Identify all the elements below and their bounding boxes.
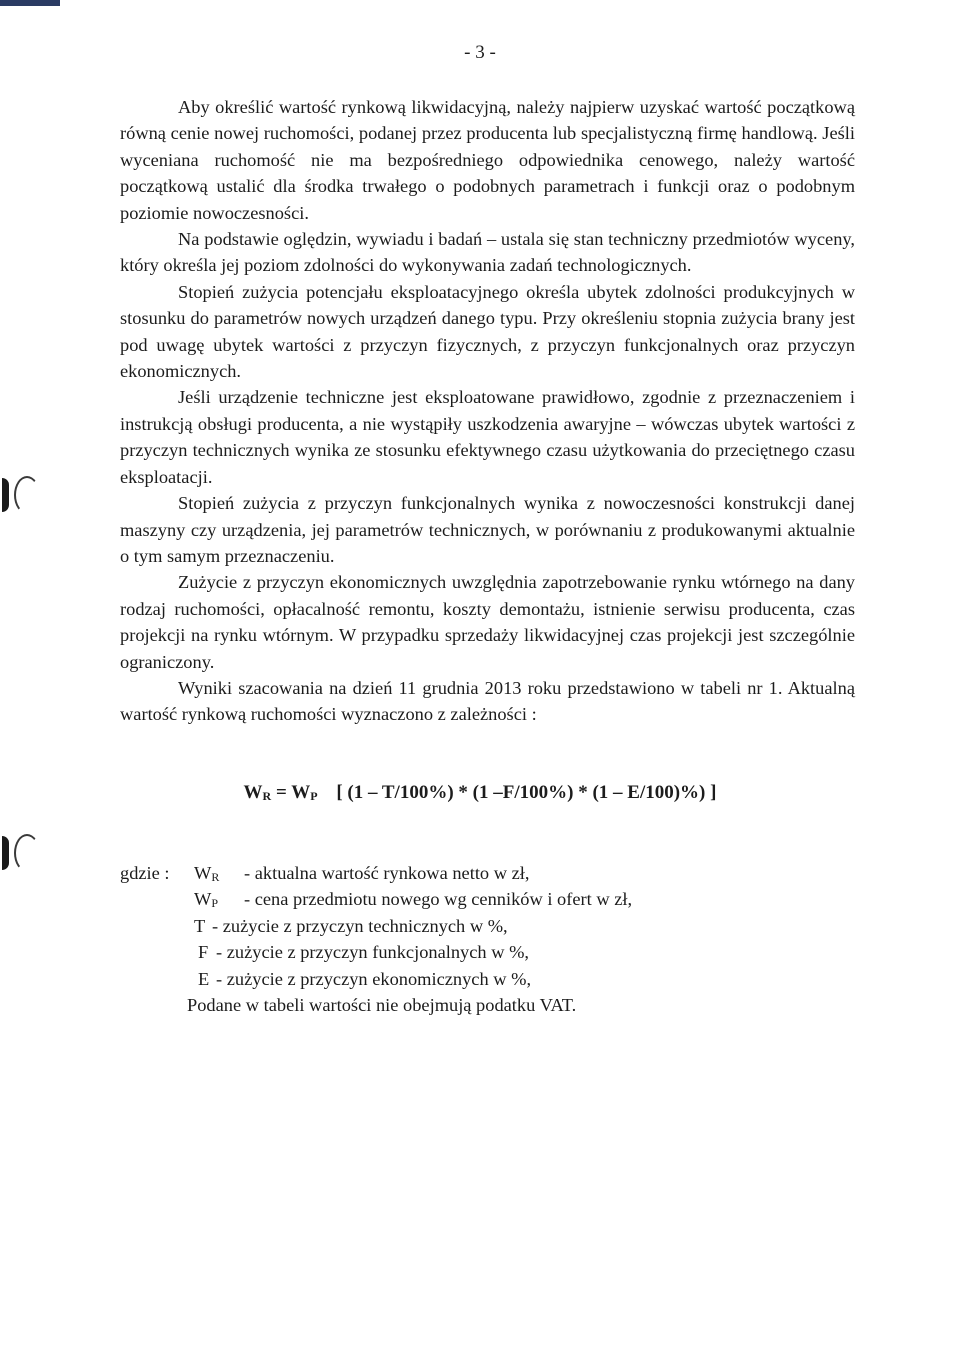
legend-description: - zużycie z przyczyn technicznych w %,	[212, 915, 508, 936]
formula-lhs-letter: W	[243, 782, 263, 803]
legend-description: - zużycie z przyczyn funkcjonalnych w %,	[216, 942, 530, 963]
legend-symbol: $W_R$	[194, 863, 220, 884]
legend-row	[120, 860, 820, 886]
legend-row	[120, 886, 820, 912]
paragraph-wear-degree: Stopień zużycia potencjału eksploatacyjnego określa ubytek zdolności produkcyjnych w stosunku do parametrów nowych urządzeń danego typu. Przy określeniu stopnia zużycia brany jest pod uwagę ubytek wartości z przyczyn fizycznych, z przyczyn funkcjonalnych oraz przyczyn ekonomicznych.	[120, 281, 855, 382]
formula-expression: [ (1 – T/100%) * (1 –F/100%) * (1 – E/100)%) ]	[336, 782, 717, 803]
paragraph-technical-wear: Jeśli urządzenie techniczne jest eksploatowane prawidłowo, zgodnie z przeznaczeniem i instrukcją obsługi producenta, a nie wystąpiły uszkodzenia awaryjne – wówczas ubytek wartości z przyczyn technicznych wynika ze stosunku efektywnego czasu użytkowania do przeciętnego czasu eksploatacji.	[120, 387, 855, 487]
paragraph-results: Wyniki szacowania na dzień 11 grudnia 2013 roku przedstawiono w tabeli nr 1. Aktualną wartość rynkową ruchomości wyznaczono z zależności :	[120, 677, 855, 725]
legend-description: - cena przedmiotu nowego wg cenników i ofert w zł,	[244, 889, 633, 910]
formula-rhs-subscript: P	[310, 789, 318, 803]
formula-legend	[120, 860, 820, 1018]
legend-description: - aktualna wartość rynkowa netto w zł,	[244, 863, 530, 883]
formula-lhs-subscript: R	[262, 789, 272, 803]
punch-hole-mark-upper	[2, 478, 9, 512]
paragraph-economic-wear: Zużycie z przyczyn ekonomicznych uwzględnia zapotrzebowanie rynku wtórnego na dany rodzaj ruchomości, opłacalność remontu, koszty demontażu, istnienie serwisu producenta, czas projekcji na rynku wtórnym. W przypadku sprzedaży likwidacyjnej czas projekcji jest szczególnie ograniczony.	[120, 572, 855, 672]
legend-symbol: T	[194, 915, 206, 936]
vat-note: Podane w tabeli wartości nie obejmują podatku VAT.	[187, 994, 577, 1015]
body-text	[120, 94, 855, 728]
legend-symbol: E	[198, 968, 210, 989]
legend-row	[120, 939, 820, 965]
punch-hole-ring-lower	[14, 834, 40, 872]
paragraph-technical-state: Na podstawie oględzin, wywiadu i badań – ustala się stan techniczny przedmiotów wyceny, który określa jej poziom zdolności do wykonywania zadań technologicznych.	[120, 229, 855, 276]
valuation-formula	[0, 782, 960, 804]
legend-symbol: F	[198, 942, 209, 963]
formula-rhs-letter: W	[291, 782, 311, 803]
legend-row	[120, 992, 820, 1018]
scan-edge-mark	[0, 0, 60, 6]
legend-description: - zużycie z przyczyn ekonomicznych w %,	[216, 968, 532, 989]
paragraph-initial-value: Aby określić wartość rynkową likwidacyjną, należy najpierw uzyskać wartość początkową równą cenie nowej ruchomości, podanej przez producenta lub specjalistyczną firmę handlową. Jeśli wyceniana ruchomość nie ma bezpośredniego odpowiednika cenowego, należy wartość początkową ustalić dla środka trwałego o podobnych parametrach i funkcji oraz o podobnym poziomie nowoczesności.	[120, 97, 855, 223]
paragraph-functional-wear: Stopień zużycia z przyczyn funkcjonalnych wynika z nowoczesności konstrukcji danej maszyny czy urządzenia, jej parametrów technicznych, w porównaniu z produkowanymi aktualnie o tym samym przeznaczeniu.	[120, 493, 855, 566]
punch-hole-ring-upper	[14, 476, 40, 514]
legend-symbol: $W_P$	[194, 889, 219, 911]
legend-row	[120, 913, 820, 939]
legend-intro: gdzie :	[120, 863, 170, 883]
punch-hole-mark-lower	[2, 836, 9, 870]
legend-row	[120, 966, 820, 992]
formula-equals: =	[275, 782, 287, 803]
page-number: - 3 -	[464, 42, 496, 63]
